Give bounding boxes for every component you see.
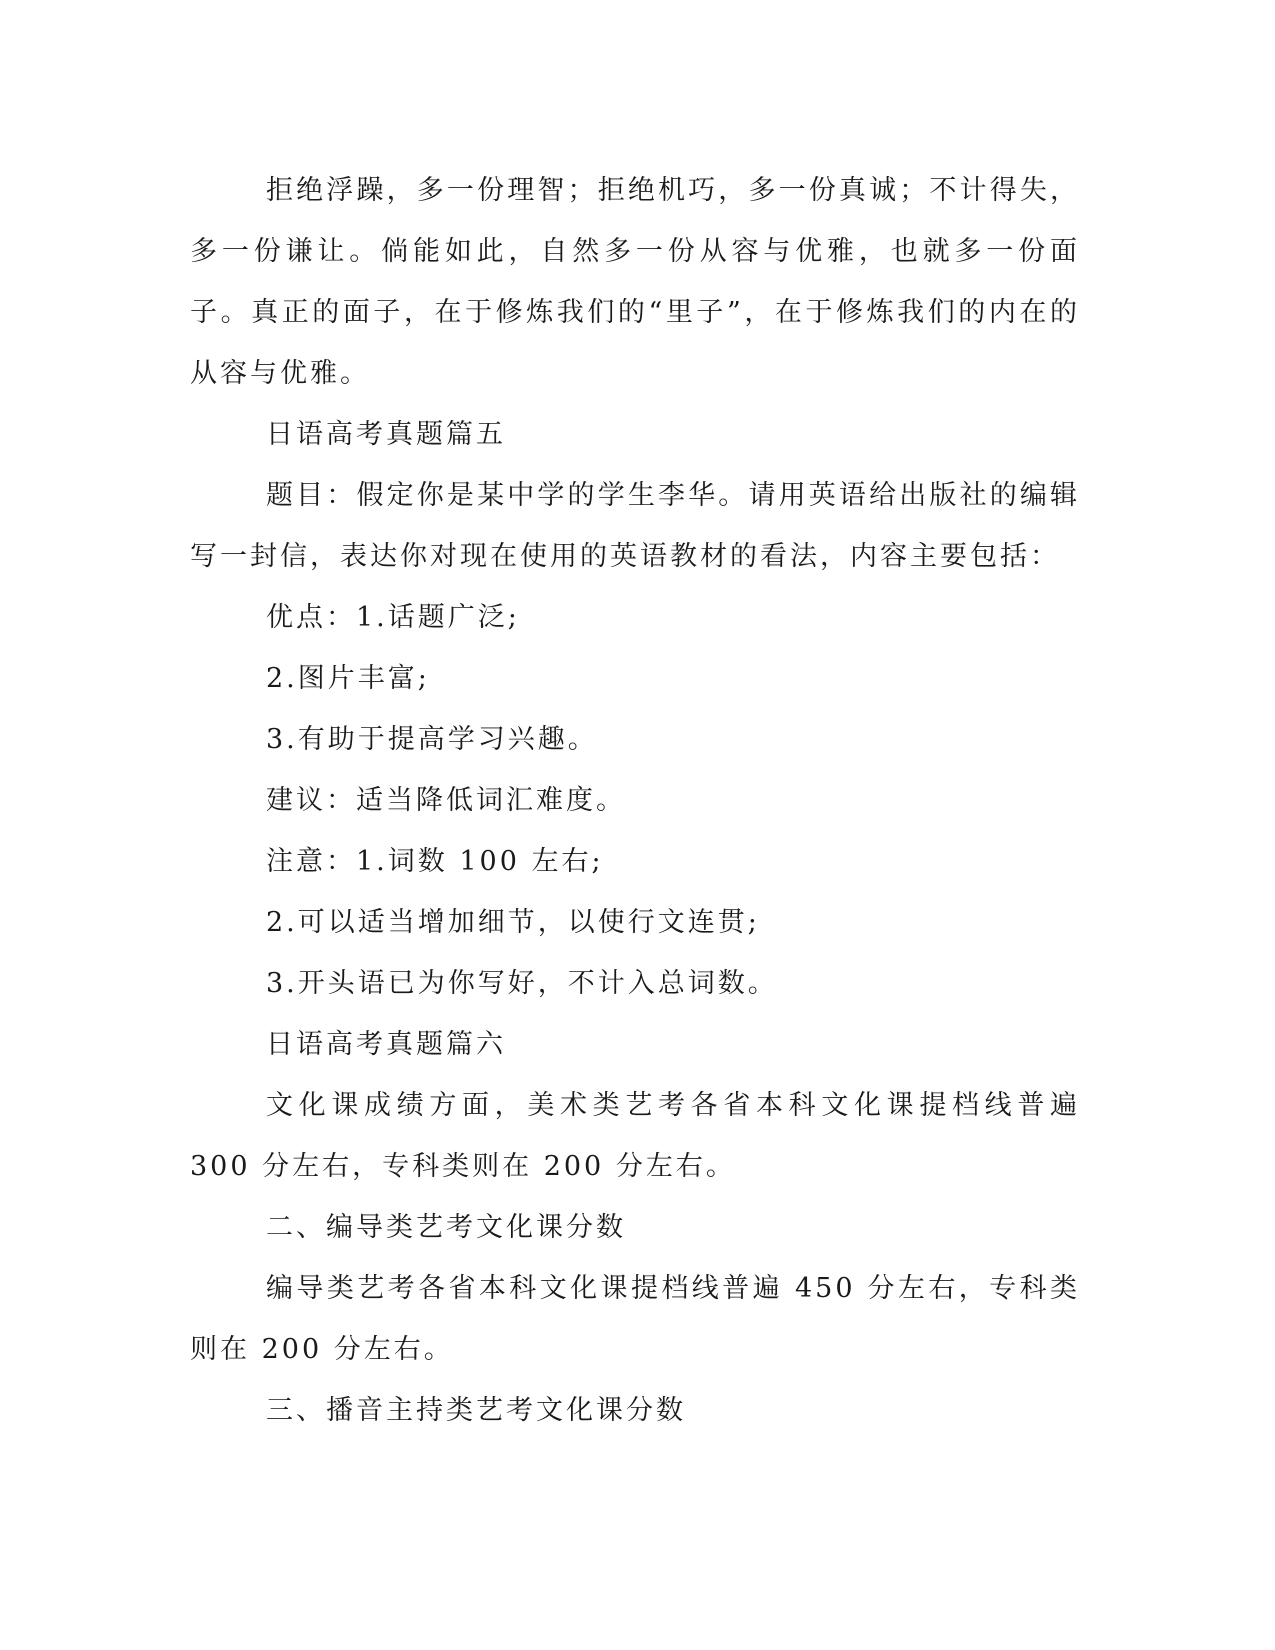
section-heading: 三、播音主持类艺考文化课分数	[266, 1395, 686, 1426]
paragraph-text: 注意：1.词数 100 左右;	[266, 846, 604, 877]
document-body	[190, 160, 1080, 1441]
section-heading: 日语高考真题篇五	[266, 419, 506, 450]
paragraph-text: 3.开头语已为你写好，不计入总词数。	[266, 968, 778, 999]
section-heading: 日语高考真题篇六	[266, 1029, 506, 1060]
paragraph-text: 题目：假定你是某中学的学生李华。请用英语给出版社的编辑写一封信，表达你对现在使用的英语教材的看法，内容主要包括：	[190, 480, 1080, 572]
paragraph-text: 文化课成绩方面，美术类艺考各省本科文化课提档线普遍 300 分左右，专科类则在 200 分左右。	[190, 1090, 1080, 1182]
paragraph-text: 编导类艺考各省本科文化课提档线普遍 450 分左右，专科类则在 200 分左右。	[190, 1273, 1080, 1365]
paragraph-text: 2.可以适当增加细节，以使行文连贯;	[266, 907, 760, 938]
paragraph-text: 优点：1.话题广泛;	[266, 602, 520, 633]
paragraph-text: 2.图片丰富;	[266, 663, 430, 694]
paragraph-text: 建议：适当降低词汇难度。	[266, 785, 626, 816]
paragraph-text: 拒绝浮躁，多一份理智；拒绝机巧，多一份真诚；不计得失，多一份谦让。倘能如此，自然多一份从容与优雅，也就多一份面子。真正的面子，在于修炼我们的“里子”，在于修炼我们的内在的从容与优雅。	[190, 175, 1080, 389]
paragraph-text: 3.有助于提高学习兴趣。	[266, 724, 598, 755]
section-heading: 二、编导类艺考文化课分数	[266, 1212, 626, 1243]
